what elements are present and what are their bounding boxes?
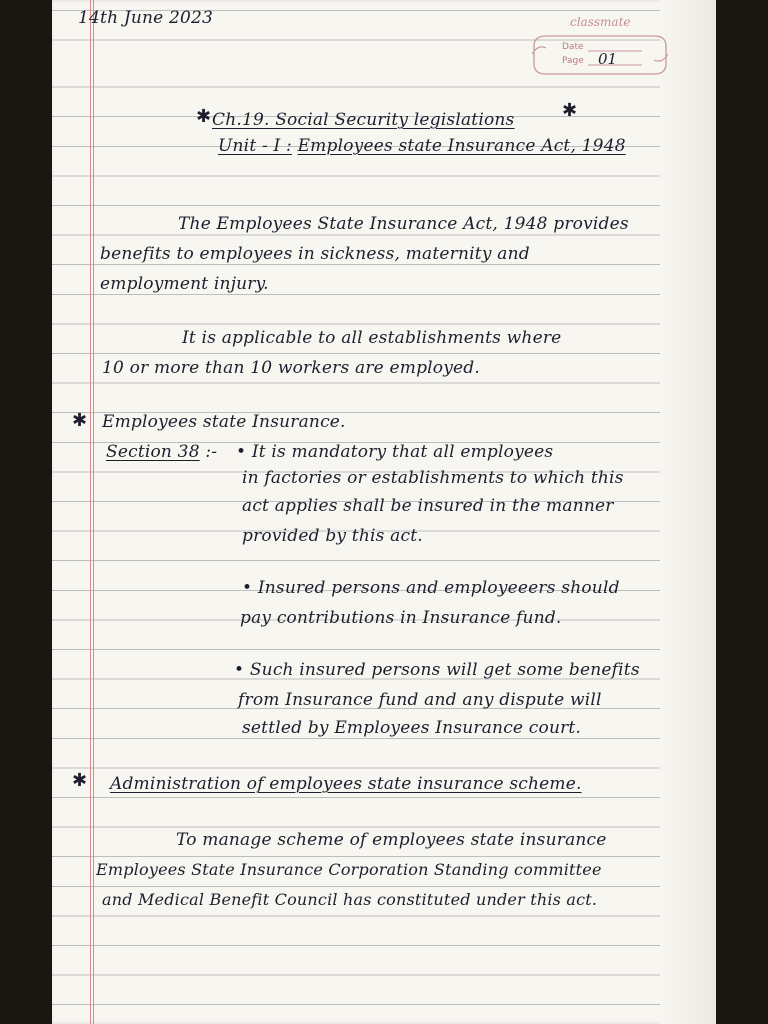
bullet-3-line-1: • Such insured persons will get some benefits xyxy=(234,660,640,680)
star-icon: ✱ xyxy=(72,770,88,791)
bullet-3-line-2: from Insurance fund and any dispute will xyxy=(238,690,602,710)
star-icon: ✱ xyxy=(562,100,578,121)
notebook-page xyxy=(52,0,716,1024)
esi-heading: Employees state Insurance. xyxy=(102,412,346,432)
unit-name: Employees state Insurance Act, 1948 xyxy=(297,136,626,156)
margin-line xyxy=(90,0,91,1024)
section-separator: :- xyxy=(205,442,218,462)
bullet-2-line-1: • Insured persons and employeeers should xyxy=(242,578,620,598)
admin-line-1: To manage scheme of employees state insurance xyxy=(176,830,607,850)
admin-line-2: Employees State Insurance Corporation Standing committee xyxy=(96,860,602,879)
handwritten-date: 14th June 2023 xyxy=(78,8,214,28)
bullet-1-line-3: act applies shall be insured in the manner xyxy=(242,496,614,516)
date-label: Date xyxy=(562,42,584,52)
star-icon: ✱ xyxy=(72,410,88,431)
brand-logo: classmate xyxy=(570,15,631,29)
margin-line-inner xyxy=(93,0,94,1024)
intro-line-4: It is applicable to all establishments where xyxy=(182,328,562,348)
bullet-2-line-2: pay contributions in Insurance fund. xyxy=(240,608,562,628)
unit-label: Unit - I : xyxy=(218,136,292,156)
bullet-3-line-3: settled by Employees Insurance court. xyxy=(242,718,582,738)
bullet-1-line-2: in factories or establishments to which this xyxy=(242,468,624,488)
section-38-row xyxy=(106,442,217,462)
bullet-1-line-1: • It is mandatory that all employees xyxy=(236,442,554,462)
intro-line-3: employment injury. xyxy=(100,274,269,294)
admin-line-3: and Medical Benefit Council has constituted under this act. xyxy=(102,890,598,909)
intro-line-2: benefits to employees in sickness, maternity and xyxy=(100,244,530,264)
page-edge-shadow xyxy=(660,0,716,1024)
intro-line-1: The Employees State Insurance Act, 1948 provides xyxy=(178,214,629,234)
date-page-box xyxy=(532,32,668,78)
section-label: Section 38 xyxy=(106,442,200,462)
bullet-1-line-4: provided by this act. xyxy=(242,526,423,546)
admin-heading: Administration of employees state insurance scheme. xyxy=(110,774,582,794)
star-icon: ✱ xyxy=(196,106,212,127)
intro-line-5: 10 or more than 10 workers are employed. xyxy=(102,358,480,378)
chapter-title: Ch.19. Social Security legislations xyxy=(212,110,515,130)
unit-title xyxy=(218,136,626,156)
page-label: Page xyxy=(562,56,584,66)
page-number: 01 xyxy=(598,50,618,68)
